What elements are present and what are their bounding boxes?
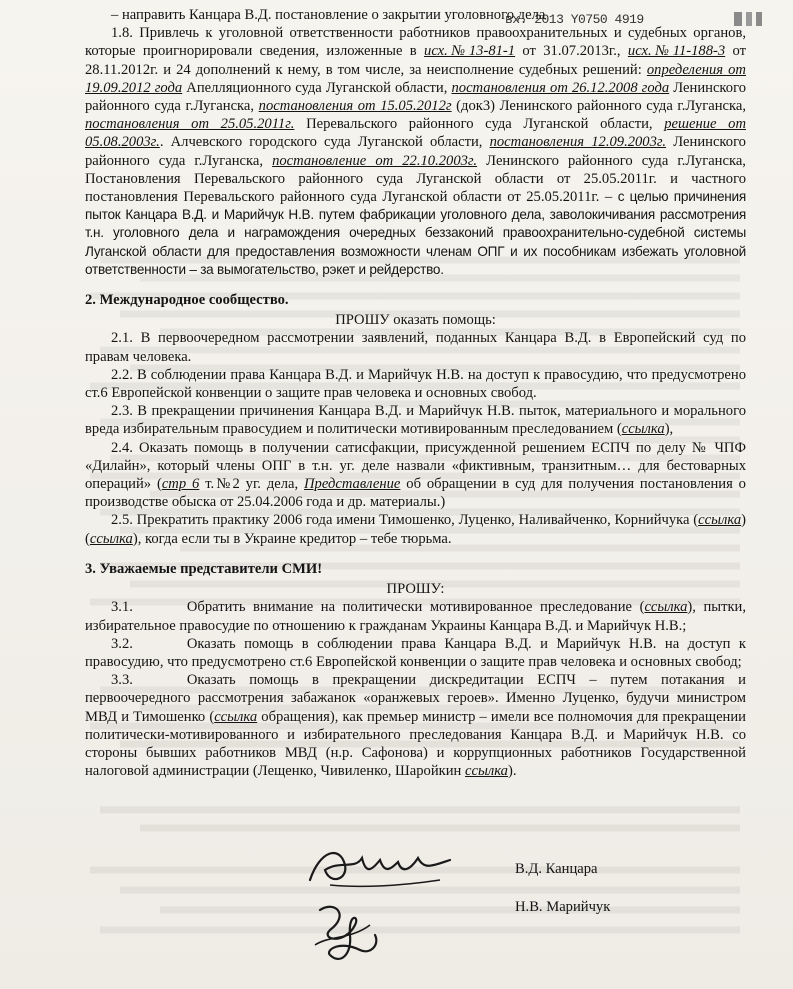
paragraph-3-2: 3.2. Оказать помощь в соблюдении права Канцара В.Д. и Марийчук Н.В. на доступ к правосудию, что предусмотрено ст.6 Европейской конвенции о защите прав человека и основных свобод; xyxy=(85,635,746,670)
ref-link[interactable]: ссылка xyxy=(621,421,665,438)
ref-link[interactable]: ссылка xyxy=(644,599,688,616)
section-2-heading: 2. Международное сообщество. xyxy=(85,292,289,309)
ref-link[interactable]: Представление xyxy=(304,476,401,493)
ref-link[interactable]: определения от 19.09.2012 года xyxy=(85,61,746,96)
top-line: – направить Канцара В.Д. постановление о закрытии уголовного дела xyxy=(111,7,546,23)
ref-link[interactable]: постановление от 22.10.2003г. xyxy=(272,152,478,169)
signature-kantsara xyxy=(300,840,460,900)
paragraph-2-4: 2.4. Оказать помощь в получении сатисфакции, присужденной решением ЕСПЧ по делу № ЧПФ «Дилайн», который члены ОПГ в т.н. уг. деле назвали «фиктивным, транзитным… для бестоварных операций» (стр 6 т.№2 уг. дела, Представление об обращении в суд для получения постановления о производстве обыска от 25.04.2006 года и др. материалы.) xyxy=(85,439,746,511)
ref-link[interactable]: ссылка xyxy=(89,530,133,547)
section-3-request: ПРОШУ: xyxy=(386,581,445,598)
paragraph-1-8: 1.8. Привлечь к уголовной ответственности работников правоохранительных и судебных органов, которые проигнорировали сведения, изложенные в исх.№13-81-1 от 31.07.2013г., исх.№11-188-3 от 28.11.2012г. и 24 дополнений к нему, в том числе, за неисполнение судебных решений: определения от 19.09.2012 года Апелляционного суда Луганской области, постановления от 26.12.2008 года Ленинского районного суда г.Луганска, постановления от 15.05.2012г (док3) Ленинского районного суда г.Луганска, постановления от 25.05.2011г. Перевальского районного суда Луганской области, решение от 05.08.2003г.. Алчевского городского суда Луганской области, постановления 12.09.2003г. Ленинского районного суда г.Луганска, постановление от 22.10.2003г. Ленинского районного суда г.Луганска, Постановления Перевальского районного суда Луганской области от 25.05.2011г. и частного постановления Перевальского районного суда Луганской области от 25.05.2011г. – с целью причинения пыток Канцара В.Д. и Марийчук Н.В. путем фабрикации уголовного дела, заволокичивания рассмотрения т.н. уголовного дела и награмождения очередных беззаконий правоохранительно-судебной системы Луганской области для предоставления возможности членам ОПГ и их пособникам избежать уголовной ответственности – за вымогательство, рэкет и рейдерство. xyxy=(85,25,746,277)
paragraph-3-3: 3.3. Оказать помощь в прекращении дискредитации ЕСПЧ – путем потакания и первоочередного рассмотрения забажанок «оранжевых героев». Именно Луценко, будучи министром МВД и Тимошенко (ссылка обращения), как премьер министр – имели все полномочия для прекращении политически-мотивированного и избирательного преследования Канцара В.Д. и Марийчук Н.В. со стороны бывших работников МВД (н.р. Сафонова) и коррупционных работников Государственной налоговой администрации (Лещенко, Чивиленко, Шаройкин ссылка). xyxy=(85,672,746,780)
signer-name-2: Н.В. Марийчук xyxy=(515,899,611,915)
ref-link[interactable]: ссылка xyxy=(698,512,742,529)
ref-link[interactable]: постановления от 26.12.2008 года xyxy=(451,79,670,96)
paragraph-2-5: 2.5. Прекратить практику 2006 года имени Тимошенко, Луценко, Наливайченко, Корнийчука (ссылка) (ссылка), когда если ты в Украине кредитор – тебе тюрьма. xyxy=(85,512,746,547)
ref-link[interactable]: исх.№11-188-3 xyxy=(627,43,726,60)
paragraph-2-3: 2.3. В прекращении причинения Канцара В.Д. и Марийчук Н.В. пыток, материального и морального вреда избирательным правосудием и политически мотивированным преследованием (ссылка), xyxy=(85,403,746,438)
ref-link[interactable]: постановления 12.09.2003г. xyxy=(489,134,667,151)
ref-link[interactable]: постановления от 25.05.2011г. xyxy=(85,116,295,133)
ref-link[interactable]: решение от 05.08.2003г. xyxy=(85,116,746,151)
paragraph-3-1: 3.1. Обратить внимание на политически мотивированное преследование (ссылка), пытки, избирательное правосудие по отношению к гражданам Украины Канцара В.Д. и Марийчук Н.В.; xyxy=(85,599,747,634)
ref-link[interactable]: ссылка xyxy=(465,763,508,780)
ref-link[interactable]: стр 6 xyxy=(161,476,200,493)
paragraph-2-1: 2.1. В первоочередном рассмотрении заявлений, поданных Канцара В.Д. в Европейский суд по правам человека. xyxy=(85,330,746,365)
ref-link[interactable]: исх.№13-81-1 xyxy=(424,43,516,60)
ref-link[interactable]: постановления от 15.05.2012г xyxy=(258,98,452,115)
incoming-number-stamp: вх. 2013 Y0750 4919 xyxy=(505,12,644,27)
signature-mariychuk xyxy=(300,895,410,975)
paragraph-2-2: 2.2. В соблюдении права Канцара В.Д. и Марийчук Н.В. на доступ к правосудию, что предусмотрено ст.6 Европейской конвенции о защите прав человека и основных свобод. xyxy=(85,366,746,402)
signature-block xyxy=(515,860,610,936)
signer-name-1: В.Д. Канцара xyxy=(515,861,598,877)
ref-link[interactable]: ссылка xyxy=(214,708,258,725)
section-2-request: ПРОШУ оказать помощь: xyxy=(335,312,496,329)
section-3-heading: 3. Уважаемые представители СМИ! xyxy=(85,560,323,577)
document-body xyxy=(85,6,746,780)
